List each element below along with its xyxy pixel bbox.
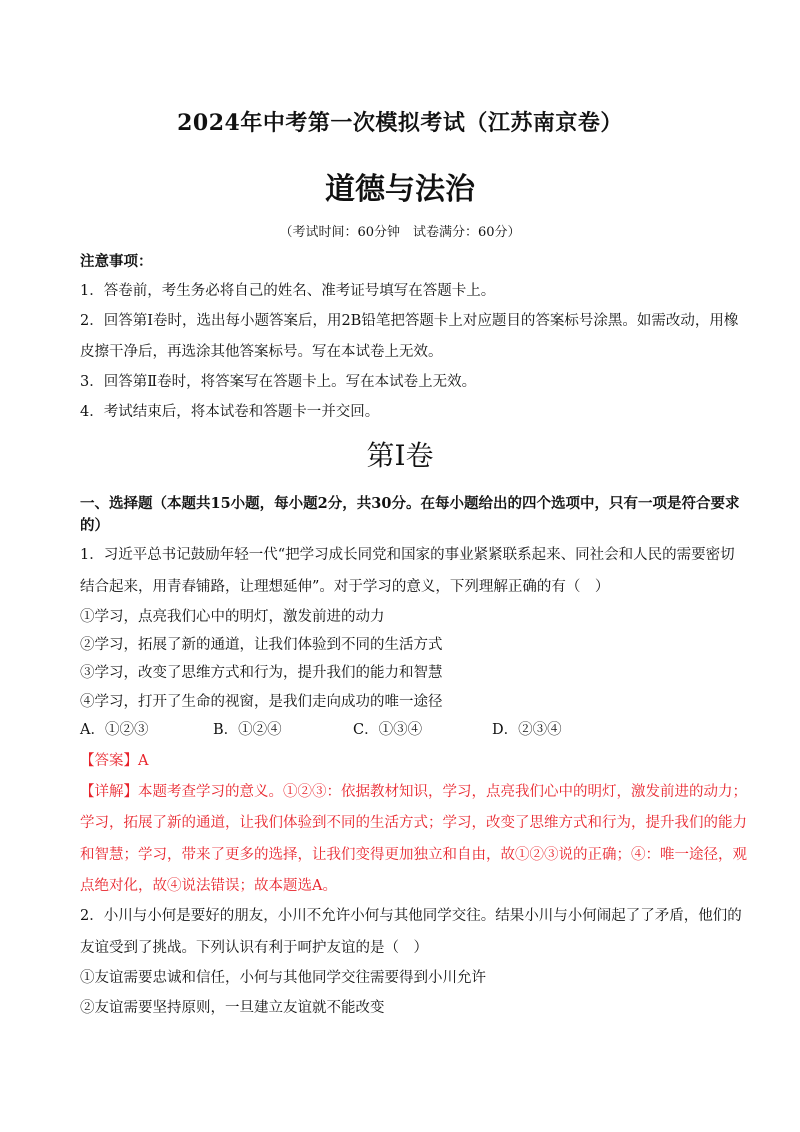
exam-title: 2024年中考第一次模拟考试（江苏南京卷） — [177, 110, 623, 136]
q1-explanation: 学习，拓展了新的通道，让我们体验到不同的生活方式；学习，改变了思维方式和行为，提升我们的能力 — [80, 815, 747, 831]
q1-item: ①学习，点亮我们心中的明灯，激发前进的动力 — [80, 609, 385, 625]
option-b: B．①②④ — [213, 722, 282, 738]
option-a: A．①②③ — [80, 722, 149, 738]
q2-stem-cont: 友谊受到了挑战。下列认识有利于呵护友谊的是（ ） — [80, 940, 428, 956]
notice-item: 4．考试结束后，将本试卷和答题卡一并交回。 — [80, 404, 380, 420]
q1-stem: 1．习近平总书记鼓励年轻一代“把学习成长同党和国家的事业紧紧联系起来、同社会和人民的需要密切 — [80, 547, 735, 563]
q2-stem: 2．小川与小何是要好的朋友，小川不允许小何与其他同学交往。结果小川与小何闹起了了矛盾，他们的 — [80, 908, 742, 924]
subject-title: 道德与法治 — [325, 172, 475, 207]
q2-item: ①友谊需要忠诚和信任，小何与其他同学交往需要得到小川允许 — [80, 970, 486, 986]
exam-info: （考试时间：60分钟 试卷满分：60分） — [279, 225, 521, 240]
notice-item: 皮擦干净后，再选涂其他答案标号。写在本试卷上无效。 — [80, 344, 443, 360]
option-c: C．①③④ — [353, 722, 423, 738]
q1-explanation: 【详解】本题考查学习的意义。①②③：依据教材知识，学习，点亮我们心中的明灯，激发前进的动力； — [80, 784, 747, 800]
q1-stem-cont: 结合起来，用青春铺路，让理想延伸”。对于学习的意义，下列理解正确的有（ ） — [80, 579, 610, 595]
q1-item: ②学习，拓展了新的通道，让我们体验到不同的生活方式 — [80, 637, 443, 653]
q1-item: ④学习，打开了生命的视窗，是我们走向成功的唯一途径 — [80, 694, 443, 710]
notice-item: 2．回答第Ⅰ卷时，选出每小题答案后，用2B铅笔把答题卡上对应题目的答案标号涂黑。如需改动，用橡 — [80, 313, 739, 329]
q2-item: ②友谊需要坚持原则，一旦建立友谊就不能改变 — [80, 1000, 385, 1016]
notice-heading: 注意事项： — [80, 253, 153, 270]
section-heading: 一、选择题（本题共15小题，每小题2分，共30分。在每小题给出的四个选项中，只有一项是符合要求 — [80, 495, 740, 512]
notice-item: 3．回答第Ⅱ卷时，将答案写在答题卡上。写在本试卷上无效。 — [80, 374, 477, 390]
section-heading-cont: 的） — [80, 517, 109, 534]
option-d: D．②③④ — [492, 722, 562, 738]
q1-explanation: 点绝对化，故④说法错误；故本题选A。 — [80, 878, 337, 894]
volume-title: 第Ⅰ卷 — [366, 439, 434, 472]
q1-explanation: 和智慧；学习，带来了更多的选择，让我们变得更加独立和自由，故①②③说的正确；④：唯一途径，观 — [80, 847, 747, 863]
q1-item: ③学习，改变了思维方式和行为，提升我们的能力和智慧 — [80, 665, 443, 681]
q1-answer: 【答案】A — [80, 753, 149, 769]
notice-item: 1．答卷前，考生务必将自己的姓名、准考证号填写在答题卡上。 — [80, 283, 496, 299]
